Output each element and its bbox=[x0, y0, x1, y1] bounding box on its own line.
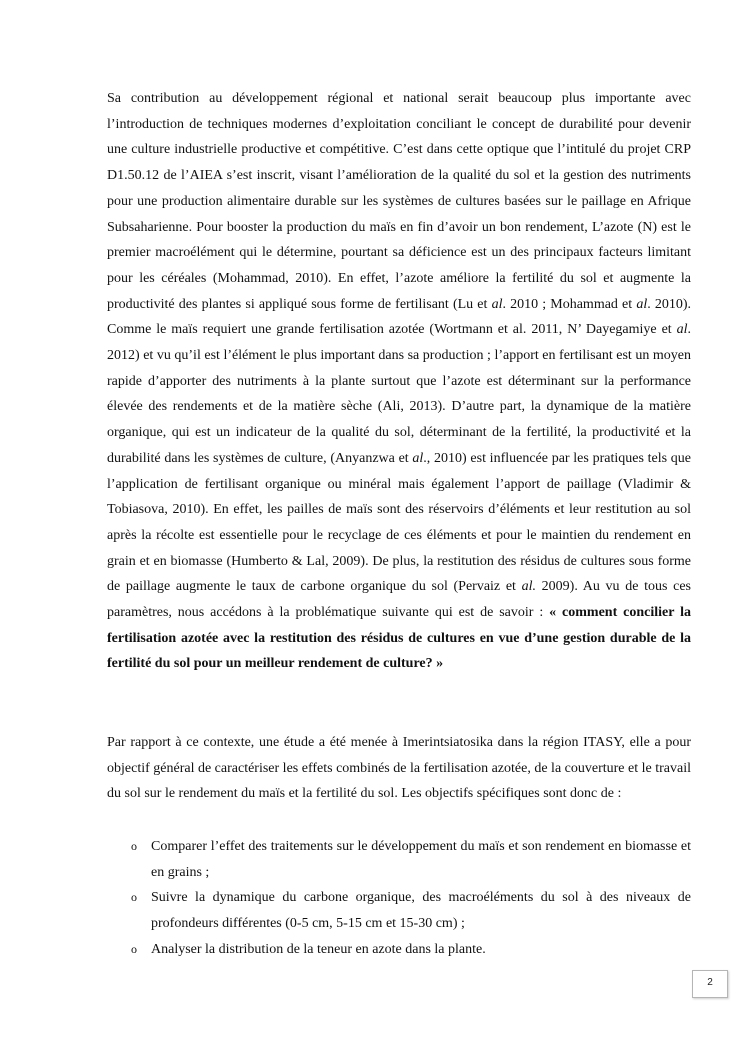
italic-al: al bbox=[491, 296, 503, 312]
italic-al: al bbox=[676, 322, 688, 338]
list-item bbox=[107, 937, 691, 963]
text-run: Sa contribution au développement régional et national serait beaucoup plus importante avec l’introduction de techniques modernes d’exploitation conciliant le concept de durabilité pour devenir une culture industrielle productive et compétitive. C’est dans cette optique que l’intitulé du projet CRP D1.50.12 de l’AIEA s’est inscrit, visant l’amélioration de la qualité du sol et la gestion des nutriments pour une production alimentaire durable sur les systèmes de cultures basées sur le paillage en Afrique Subsaharienne. Pour booster la production du maïs en fin d’avoir un bon rendement, L’azote (N) est le premier macroélément qui le détermine, pourtant sa déficience est un des principaux facteurs limitant pour les céréales (Mohammad, 2010). En effet, l’azote améliore la fertilité du sol et augmente la productivité des plantes si appliqué sous forme de fertilisant (Lu et bbox=[107, 91, 691, 312]
list-item bbox=[107, 834, 691, 885]
list-item bbox=[107, 885, 691, 936]
text-run: 2009). Au vu de tous ces paramètres, nous accédons à la problématique suivante qui est de savoir : bbox=[107, 579, 691, 621]
italic-al: al bbox=[636, 296, 648, 312]
paragraph-objectives-intro: Par rapport à ce contexte, une étude a été menée à Imerintsiatosika dans la région ITASY, elle a pour objectif général de caractériser les effets combinés de la fertilisation azotée, de la couverture et le travail du sol sur le rendement du maïs et la fertilité du sol. Les objectifs spécifiques sont donc de : bbox=[107, 735, 691, 802]
research-question: « comment concilier la fertilisation azotée avec la restitution des résidus de cultures en vue d’une gestion durable de la fertilité du sol pour un meilleur rendement de culture? » bbox=[107, 605, 691, 672]
bullet-marker: o bbox=[131, 890, 137, 905]
objective-text: Suivre la dynamique du carbone organique, des macroéléments du sol à des niveaux de profondeurs différentes (0-5 cm, 5-15 cm et 15-30 cm) ; bbox=[151, 890, 691, 932]
page-number-box: 2 bbox=[692, 970, 728, 998]
objectives-list bbox=[107, 834, 691, 963]
italic-al: al. bbox=[521, 579, 536, 595]
italic-al: al bbox=[412, 450, 424, 466]
objective-text: Comparer l’effet des traitements sur le développement du maïs et son rendement en biomasse et en grains ; bbox=[151, 839, 691, 880]
objective-text: Analyser la distribution de la teneur en azote dans la plante. bbox=[151, 941, 486, 957]
bullet-marker: o bbox=[131, 941, 137, 956]
text-run: . 2010 ; Mohammad et bbox=[502, 296, 637, 312]
paragraph-context bbox=[107, 86, 691, 677]
text-run: ., 2010) est influencée par les pratiques tels que l’application de fertilisant organique ou minéral mais également l’apport de paillage (Vladimir & Tobiasova, 2010). En effet, les pailles de maïs sont des réservoirs d’éléments et leur restitution au sol après la récolte est essentielle pour le recyclage de ces éléments et pour le maintien du rendement en grain et en biomasse (Humberto & Lal, 2009). De plus, la restitution des résidus de cultures sous forme de paillage augmente le taux de carbone organique du sol (Pervaiz et bbox=[107, 450, 691, 595]
bullet-marker: o bbox=[131, 839, 137, 853]
text-run: . 2010). Comme le maïs requiert une grande fertilisation azotée (Wortmann et al. 2011, N’ Dayegamiye et bbox=[107, 296, 692, 338]
text-run: . 2012) et vu qu’il est l’élément le plus important dans sa production ; l’apport en fertilisant est un moyen rapide d’apporter des nutriments à la plante surtout que l’azote est déterminant sur la performance élevée des rendements et de la matière sèche (Ali, 2013). D’autre part, la dynamique de la matière organique, qui est un indicateur de la qualité du sol, déterminant de la fertilité, la productivité et la durabilité dans les systèmes de culture, (Anyanzwa et bbox=[107, 322, 691, 466]
